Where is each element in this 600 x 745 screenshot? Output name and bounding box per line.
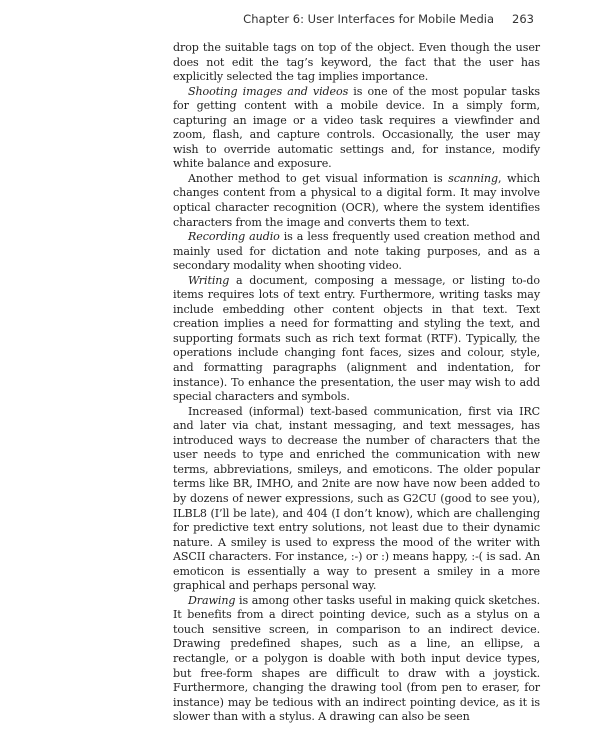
paragraph-text: drop the suitable tags on top of the object. Even though the user does not edit the tag’s keyword, the fact that the user has explicitly selected the tag implies importance. — [173, 41, 540, 84]
paragraph-drawing — [173, 594, 540, 725]
emphasis-term: Recording audio — [188, 230, 280, 244]
emphasis-term: Drawing — [188, 593, 236, 607]
paragraph-text: Increased (informal) text-based communication, first via IRC and later via chat, instant messaging, and text messages, has introduced ways to decrease the number of characters that the user needs to type and enriched the communication with new terms, abbreviations, smileys, and emoticons. The older popular terms like BR, IMHO, and 2nite are now have now been added to by dozens of newer expressions, such as G2CU (good to see you), ILBL8 (I’ll be late), and 404 (I don’t know), which are challenging for predictive text entry solutions, not least due to their dynamic nature. A smiley is used to express the mood of the writer with ASCII characters. For instance, :-) or :) means happy, :-( is sad. An emoticon is essentially a way to present a smiley in a more graphical and perhaps personal way. — [173, 404, 540, 593]
paragraph-text: , which changes content from a physical to a digital form. It may involve optical character recognition (OCR), where the system identifies characters from the image and converts them to text. — [173, 171, 540, 229]
paragraph-shooting — [173, 85, 540, 172]
running-header — [0, 12, 534, 26]
paragraph-text: is among other tasks useful in making quick sketches. It benefits from a direct pointing device, such as a stylus on a touch sensitive screen, in comparison to an indirect device. Drawing predefined shapes, such as a line, an ellipse, a rectangle, or a polygon is doable with both input device types, but free-form shapes are difficult to draw with a joystick. Furthermore, changing the drawing tool (from pen to eraser, for instance) may be tedious with an indirect pointing device, as it is slower than with a stylus. A drawing can also be seen — [173, 593, 540, 724]
paragraph-text: a document, composing a message, or listing to-do items requires lots of text entry. Furthermore, writing tasks may include embedding other content objects in that text. Text creation implies a need for formatting and styling the text, and supporting formats such as rich text format (RTF). Typically, the operations include changing font faces, sizes and colour, style, and formatting paragraphs (alignment and indentation, for instance). To enhance the presentation, the user may wish to add special characters and symbols. — [173, 273, 540, 404]
paragraph-writing — [173, 274, 540, 405]
emphasis-term: scanning — [448, 171, 498, 185]
paragraph-text: is one of the most popular tasks for getting content with a mobile device. In a simply form, capturing an image or a video task requires a viewfinder and zoom, flash, and capture controls. Occasionally, the user may wish to override automatic settings and, for instance, modify white balance and exposure. — [173, 84, 540, 171]
paragraph-continued — [173, 41, 540, 85]
emphasis-term: Shooting images and videos — [188, 84, 349, 98]
emphasis-term: Writing — [188, 273, 230, 287]
paragraph-text: Another method to get visual information is — [188, 171, 449, 185]
page-number: 263 — [512, 12, 534, 26]
paragraph-text: is a less frequently used creation method and mainly used for dictation and note taking purposes, and as a secondary modality when shooting video. — [173, 230, 540, 273]
body-text — [173, 41, 540, 725]
paragraph-informal-text — [173, 405, 540, 594]
paragraph-recording-audio — [173, 230, 540, 274]
paragraph-scanning — [173, 172, 540, 230]
running-title: Chapter 6: User Interfaces for Mobile Media — [243, 12, 495, 26]
